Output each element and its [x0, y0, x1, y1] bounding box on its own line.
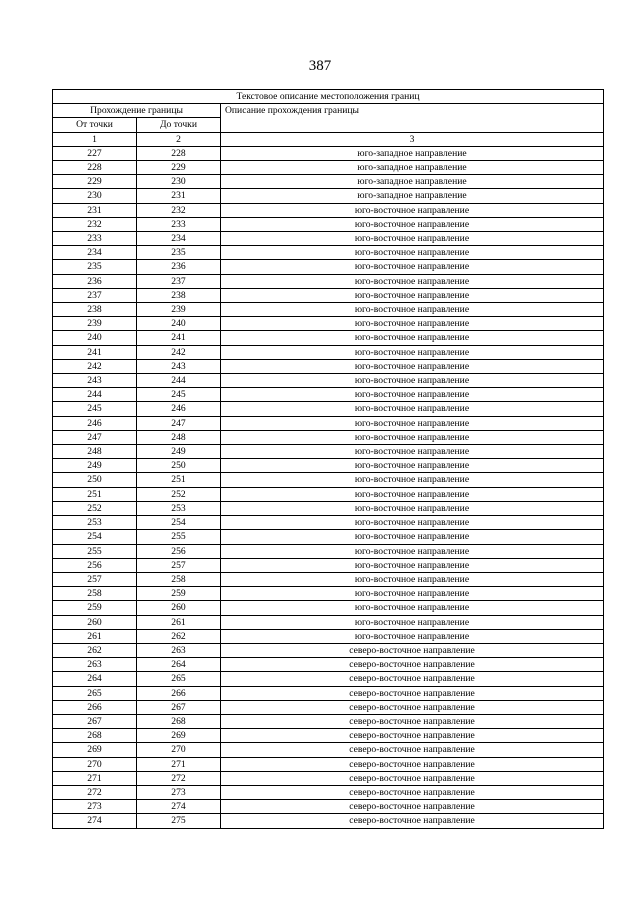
from-point-cell: 265 — [53, 686, 137, 700]
table-row — [53, 217, 604, 231]
from-point-header: От точки — [53, 118, 137, 132]
direction-cell: юго-западное направление — [221, 189, 604, 203]
from-point-cell: 235 — [53, 260, 137, 274]
from-point-cell: 255 — [53, 544, 137, 558]
direction-cell: юго-восточное направление — [221, 629, 604, 643]
direction-cell: юго-восточное направление — [221, 416, 604, 430]
table-row — [53, 643, 604, 657]
to-point-cell: 263 — [137, 643, 221, 657]
from-point-cell: 267 — [53, 714, 137, 728]
table-row — [53, 487, 604, 501]
from-point-cell: 240 — [53, 331, 137, 345]
table-row — [53, 530, 604, 544]
table-row — [53, 601, 604, 615]
from-point-cell: 259 — [53, 601, 137, 615]
to-point-cell: 249 — [137, 445, 221, 459]
from-point-cell: 238 — [53, 303, 137, 317]
to-point-cell: 259 — [137, 587, 221, 601]
table-row — [53, 388, 604, 402]
from-point-cell: 246 — [53, 416, 137, 430]
direction-cell: северо-восточное направление — [221, 672, 604, 686]
table-row — [53, 672, 604, 686]
table-row — [53, 288, 604, 302]
to-point-cell: 244 — [137, 374, 221, 388]
to-point-cell: 229 — [137, 161, 221, 175]
from-point-cell: 227 — [53, 146, 137, 160]
to-point-cell: 265 — [137, 672, 221, 686]
direction-cell: юго-восточное направление — [221, 572, 604, 586]
to-point-cell: 270 — [137, 743, 221, 757]
to-point-cell: 243 — [137, 359, 221, 373]
to-point-cell: 261 — [137, 615, 221, 629]
direction-cell: северо-восточное направление — [221, 757, 604, 771]
table-row — [53, 686, 604, 700]
table-row — [53, 587, 604, 601]
from-point-cell: 244 — [53, 388, 137, 402]
from-point-cell: 260 — [53, 615, 137, 629]
direction-cell: северо-восточное направление — [221, 643, 604, 657]
boundary-passage-header: Прохождение границы — [53, 104, 221, 118]
from-point-cell: 271 — [53, 771, 137, 785]
to-point-cell: 252 — [137, 487, 221, 501]
from-point-cell: 247 — [53, 430, 137, 444]
from-point-cell: 261 — [53, 629, 137, 643]
to-point-cell: 253 — [137, 501, 221, 515]
direction-cell: северо-восточное направление — [221, 743, 604, 757]
from-point-cell: 239 — [53, 317, 137, 331]
to-point-cell: 268 — [137, 714, 221, 728]
direction-cell: юго-восточное направление — [221, 331, 604, 345]
to-point-header: До точки — [137, 118, 221, 132]
direction-cell: юго-восточное направление — [221, 303, 604, 317]
table-row — [53, 189, 604, 203]
table-row — [53, 473, 604, 487]
from-point-cell: 270 — [53, 757, 137, 771]
direction-cell: юго-восточное направление — [221, 587, 604, 601]
to-point-cell: 257 — [137, 558, 221, 572]
from-point-cell: 274 — [53, 814, 137, 828]
direction-cell: юго-западное направление — [221, 161, 604, 175]
to-point-cell: 251 — [137, 473, 221, 487]
from-point-cell: 268 — [53, 729, 137, 743]
to-point-cell: 255 — [137, 530, 221, 544]
from-point-cell: 249 — [53, 459, 137, 473]
to-point-cell: 262 — [137, 629, 221, 643]
to-point-cell: 254 — [137, 516, 221, 530]
table-row — [53, 757, 604, 771]
to-point-cell: 239 — [137, 303, 221, 317]
direction-cell: северо-восточное направление — [221, 658, 604, 672]
to-point-cell: 275 — [137, 814, 221, 828]
to-point-cell: 233 — [137, 217, 221, 231]
from-point-cell: 253 — [53, 516, 137, 530]
direction-cell: юго-восточное направление — [221, 246, 604, 260]
direction-cell: северо-восточное направление — [221, 785, 604, 799]
table-row — [53, 260, 604, 274]
direction-cell: юго-восточное направление — [221, 345, 604, 359]
to-point-cell: 232 — [137, 203, 221, 217]
table-title-row — [53, 90, 604, 104]
from-point-cell: 243 — [53, 374, 137, 388]
description-header: Описание прохождения границы — [221, 104, 604, 132]
table-row — [53, 374, 604, 388]
to-point-cell: 271 — [137, 757, 221, 771]
table-row — [53, 785, 604, 799]
direction-cell: юго-восточное направление — [221, 473, 604, 487]
from-point-cell: 257 — [53, 572, 137, 586]
from-point-cell: 242 — [53, 359, 137, 373]
direction-cell: юго-восточное направление — [221, 203, 604, 217]
table-row — [53, 516, 604, 530]
direction-cell: юго-восточное направление — [221, 217, 604, 231]
from-point-cell: 273 — [53, 800, 137, 814]
table-row — [53, 161, 604, 175]
table-row — [53, 459, 604, 473]
from-point-cell: 258 — [53, 587, 137, 601]
from-point-cell: 263 — [53, 658, 137, 672]
table-row — [53, 303, 604, 317]
table-row — [53, 445, 604, 459]
from-point-cell: 234 — [53, 246, 137, 260]
table-group-header-row — [53, 104, 604, 118]
table-row — [53, 175, 604, 189]
to-point-cell: 274 — [137, 800, 221, 814]
table-row — [53, 345, 604, 359]
table-row — [53, 402, 604, 416]
table-row — [53, 430, 604, 444]
from-point-cell: 228 — [53, 161, 137, 175]
table-row — [53, 558, 604, 572]
direction-cell: юго-восточное направление — [221, 274, 604, 288]
column-index-1: 1 — [53, 132, 137, 146]
direction-cell: юго-восточное направление — [221, 232, 604, 246]
table-row — [53, 317, 604, 331]
from-point-cell: 254 — [53, 530, 137, 544]
to-point-cell: 273 — [137, 785, 221, 799]
to-point-cell: 256 — [137, 544, 221, 558]
from-point-cell: 236 — [53, 274, 137, 288]
direction-cell: северо-восточное направление — [221, 800, 604, 814]
column-index-3: 3 — [221, 132, 604, 146]
table-row — [53, 743, 604, 757]
direction-cell: юго-западное направление — [221, 175, 604, 189]
table-row — [53, 658, 604, 672]
from-point-cell: 231 — [53, 203, 137, 217]
column-index-row — [53, 132, 604, 146]
direction-cell: северо-восточное направление — [221, 771, 604, 785]
table-row — [53, 501, 604, 515]
to-point-cell: 266 — [137, 686, 221, 700]
table-row — [53, 700, 604, 714]
table-row — [53, 416, 604, 430]
to-point-cell: 238 — [137, 288, 221, 302]
direction-cell: юго-западное направление — [221, 146, 604, 160]
table-title: Текстовое описание местоположения границ — [53, 90, 604, 104]
direction-cell: северо-восточное направление — [221, 686, 604, 700]
table-row — [53, 714, 604, 728]
table-row — [53, 629, 604, 643]
page-number: 387 — [308, 58, 332, 74]
to-point-cell: 272 — [137, 771, 221, 785]
table-row — [53, 232, 604, 246]
to-point-cell: 248 — [137, 430, 221, 444]
direction-cell: юго-восточное направление — [221, 544, 604, 558]
direction-cell: юго-восточное направление — [221, 388, 604, 402]
direction-cell: юго-восточное направление — [221, 359, 604, 373]
table-row — [53, 615, 604, 629]
table-body — [53, 146, 604, 828]
from-point-cell: 237 — [53, 288, 137, 302]
direction-cell: северо-восточное направление — [221, 814, 604, 828]
to-point-cell: 269 — [137, 729, 221, 743]
to-point-cell: 247 — [137, 416, 221, 430]
direction-cell: юго-восточное направление — [221, 615, 604, 629]
direction-cell: юго-восточное направление — [221, 317, 604, 331]
direction-cell: северо-восточное направление — [221, 729, 604, 743]
to-point-cell: 228 — [137, 146, 221, 160]
from-point-cell: 262 — [53, 643, 137, 657]
from-point-cell: 232 — [53, 217, 137, 231]
to-point-cell: 245 — [137, 388, 221, 402]
direction-cell: юго-восточное направление — [221, 430, 604, 444]
to-point-cell: 234 — [137, 232, 221, 246]
from-point-cell: 233 — [53, 232, 137, 246]
table-row — [53, 729, 604, 743]
from-point-cell: 245 — [53, 402, 137, 416]
from-point-cell: 256 — [53, 558, 137, 572]
to-point-cell: 246 — [137, 402, 221, 416]
direction-cell: юго-восточное направление — [221, 402, 604, 416]
from-point-cell: 241 — [53, 345, 137, 359]
direction-cell: юго-восточное направление — [221, 530, 604, 544]
to-point-cell: 237 — [137, 274, 221, 288]
to-point-cell: 250 — [137, 459, 221, 473]
from-point-cell: 266 — [53, 700, 137, 714]
table-row — [53, 544, 604, 558]
table-row — [53, 800, 604, 814]
direction-cell: юго-восточное направление — [221, 445, 604, 459]
from-point-cell: 250 — [53, 473, 137, 487]
to-point-cell: 267 — [137, 700, 221, 714]
direction-cell: юго-восточное направление — [221, 374, 604, 388]
to-point-cell: 236 — [137, 260, 221, 274]
from-point-cell: 264 — [53, 672, 137, 686]
from-point-cell: 272 — [53, 785, 137, 799]
direction-cell: юго-восточное направление — [221, 260, 604, 274]
direction-cell: северо-восточное направление — [221, 714, 604, 728]
to-point-cell: 235 — [137, 246, 221, 260]
from-point-cell: 252 — [53, 501, 137, 515]
boundary-description-table — [52, 89, 604, 829]
to-point-cell: 230 — [137, 175, 221, 189]
direction-cell: юго-восточное направление — [221, 288, 604, 302]
from-point-cell: 248 — [53, 445, 137, 459]
table-row — [53, 771, 604, 785]
to-point-cell: 240 — [137, 317, 221, 331]
table-row — [53, 246, 604, 260]
direction-cell: юго-восточное направление — [221, 459, 604, 473]
to-point-cell: 264 — [137, 658, 221, 672]
direction-cell: юго-восточное направление — [221, 501, 604, 515]
to-point-cell: 258 — [137, 572, 221, 586]
to-point-cell: 242 — [137, 345, 221, 359]
to-point-cell: 241 — [137, 331, 221, 345]
from-point-cell: 230 — [53, 189, 137, 203]
direction-cell: северо-восточное направление — [221, 700, 604, 714]
table-row — [53, 572, 604, 586]
table-row — [53, 146, 604, 160]
table-row — [53, 359, 604, 373]
direction-cell: юго-восточное направление — [221, 558, 604, 572]
direction-cell: юго-восточное направление — [221, 516, 604, 530]
from-point-cell: 229 — [53, 175, 137, 189]
direction-cell: юго-восточное направление — [221, 487, 604, 501]
table-row — [53, 274, 604, 288]
to-point-cell: 231 — [137, 189, 221, 203]
from-point-cell: 269 — [53, 743, 137, 757]
to-point-cell: 260 — [137, 601, 221, 615]
table-row — [53, 331, 604, 345]
direction-cell: юго-восточное направление — [221, 601, 604, 615]
from-point-cell: 251 — [53, 487, 137, 501]
table-row — [53, 203, 604, 217]
table-row — [53, 814, 604, 828]
column-index-2: 2 — [137, 132, 221, 146]
